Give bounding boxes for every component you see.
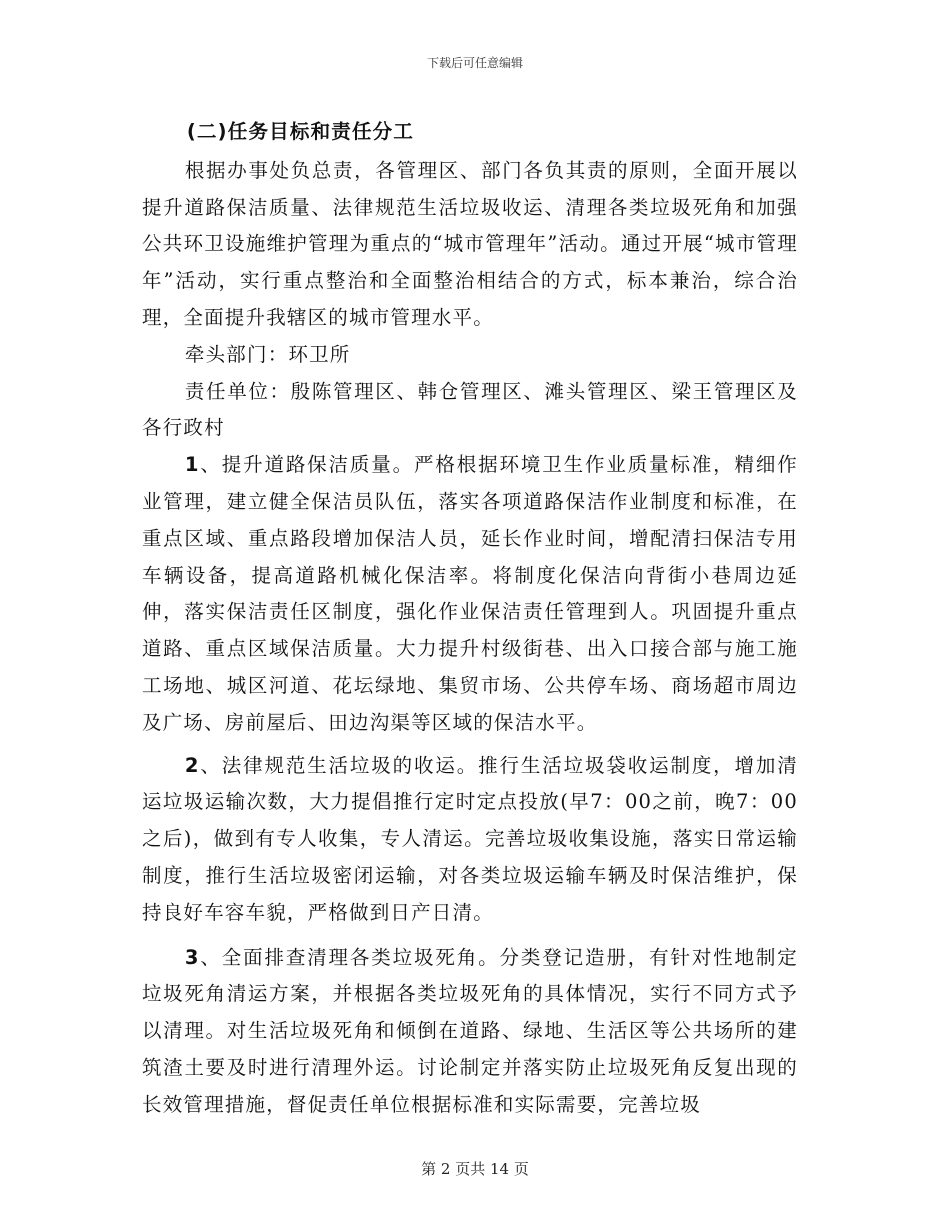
item-number: 3: [184, 945, 200, 969]
item-text: 、提升道路保洁质量。严格根据环境卫生作业质量标准，精细作业管理，建立健全保洁员队伍，落实各项道路保洁作业制度和标准，在重点区域、重点路段增加保洁人员，延长作业时间，增配清扫保洁专用车辆设备，提高道路机械化保洁率。将制度化保洁向背街小巷周边延伸，落实保洁责任区制度，强化作业保洁责任管理到人。巩固提升重点道路、重点区域保洁质量。大力提升村级街巷、出入口接合部与施工施工场地、城区河道、花坛绿地、集贸市场、公共停车场、商场超市周边及广场、房前屋后、田边沟渠等区域的保洁水平。: [142, 453, 798, 734]
page-content: [142, 114, 798, 1124]
item-text: 、法律规范生活垃圾的收运。推行生活垃圾袋收运制度，增加清运垃圾运输次数，大力提倡推行定时定点投放(早7：00之前，晚7：00之后)，做到有专人收集，专人清运。完善垃圾收集设施，落实日常运输制度，推行生活垃圾密闭运输，对各类垃圾运输车辆及时保洁维护，保持良好车容车貌，严格做到日产日清。: [142, 753, 798, 924]
item-text: 、全面排查清理各类垃圾死角。分类登记造册，有针对性地制定垃圾死角清运方案，并根据各类垃圾死角的具体情况，实行不同方式予以清理。对生活垃圾死角和倾倒在道路、绿地、生活区等公共场所的建筑渣土要及时进行清理外运。讨论制定并落实防止垃圾死角反复出现的长效管理措施，督促责任单位根据标准和实际需要，完善垃圾: [142, 945, 798, 1116]
item-number: 2: [184, 753, 200, 777]
item-paragraph-2: [142, 748, 798, 932]
responsible-units: 责任单位：殷陈管理区、韩仓管理区、滩头管理区、梁王管理区及各行政村: [142, 379, 798, 440]
item-paragraph-1: [142, 447, 798, 741]
lead-department: 牵头部门：环卫所: [184, 342, 351, 366]
item-paragraph-3: [142, 940, 798, 1124]
intro-paragraph: 根据办事处负总责，各管理区、部门各负其责的原则，全面开展以提升道路保洁质量、法律规范生活垃圾收运、清理各类垃圾死角和加强公共环卫设施维护管理为重点的“城市管理年”活动。通过开展“城市管理年”活动，实行重点整治和全面整治相结合的方式，标本兼治，综合治理，全面提升我辖区的城市管理水平。: [142, 158, 798, 329]
section-heading: (二)任务目标和责任分工: [186, 120, 415, 143]
item-number: 1: [184, 453, 200, 477]
page-footer: 第 2 页共 14 页: [421, 1160, 529, 1178]
page-header: 下载后可任意编辑: [426, 56, 523, 70]
